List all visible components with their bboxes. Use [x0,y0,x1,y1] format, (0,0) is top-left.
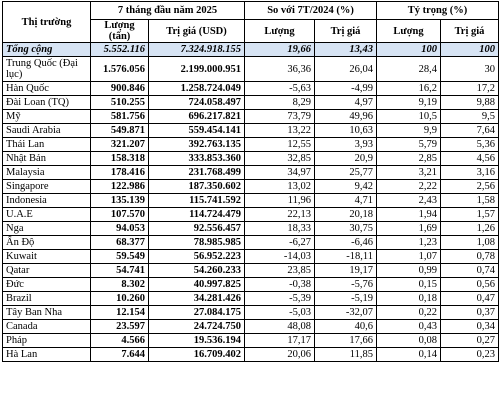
cell-vol: 12.154 [91,306,149,320]
cell-sv: 2,43 [377,194,441,208]
cell-sv: 1,69 [377,222,441,236]
cell-cv: 17,17 [245,334,315,348]
cell-val: 16.709.402 [149,348,245,362]
cell-name: Đài Loan (TQ) [3,96,91,110]
cell-name: Saudi Arabia [3,124,91,138]
cell-sval: 30 [441,57,499,82]
cell-cval: -5,19 [315,292,377,306]
table-row [3,334,499,348]
header-compare-volume: Lượng [245,20,315,43]
cell-name: Nga [3,222,91,236]
cell-cv: 19,66 [245,43,315,57]
cell-sv: 100 [377,43,441,57]
cell-vol: 581.756 [91,110,149,124]
cell-cv: -5,63 [245,82,315,96]
cell-sv: 0,14 [377,348,441,362]
table-row [3,236,499,250]
header-row-1 [3,2,499,20]
table-row [3,208,499,222]
cell-cv: 13,22 [245,124,315,138]
cell-cval: 49,96 [315,110,377,124]
cell-cval: 9,42 [315,180,377,194]
cell-sv: 0,22 [377,306,441,320]
cell-cv: -0,38 [245,278,315,292]
cell-vol: 122.986 [91,180,149,194]
table-body [3,43,499,362]
cell-name: Pháp [3,334,91,348]
cell-val: 115.741.592 [149,194,245,208]
cell-sv: 2,85 [377,152,441,166]
cell-name: Đức [3,278,91,292]
cell-cv: -5,03 [245,306,315,320]
cell-cv: 34,97 [245,166,315,180]
cell-cval: -5,76 [315,278,377,292]
cell-vol: 94.053 [91,222,149,236]
cell-cval: 25,77 [315,166,377,180]
cell-vol: 1.576.056 [91,57,149,82]
cell-sval: 5,36 [441,138,499,152]
table-row [3,194,499,208]
cell-vol: 321.207 [91,138,149,152]
cell-val: 114.724.479 [149,208,245,222]
cell-vol: 54.741 [91,264,149,278]
table-row [3,320,499,334]
cell-cval: -6,46 [315,236,377,250]
cell-vol: 10.260 [91,292,149,306]
cell-vol: 135.139 [91,194,149,208]
table-row [3,306,499,320]
cell-sv: 3,21 [377,166,441,180]
table-row [3,250,499,264]
cell-val: 1.258.724.049 [149,82,245,96]
cell-cv: 73,79 [245,110,315,124]
cell-sv: 16,2 [377,82,441,96]
header-share-value: Trị giá [441,20,499,43]
cell-cv: 32,85 [245,152,315,166]
cell-sval: 1,26 [441,222,499,236]
cell-vol: 8.302 [91,278,149,292]
cell-sv: 0,08 [377,334,441,348]
cell-cv: 20,06 [245,348,315,362]
cell-cval: 17,66 [315,334,377,348]
cell-vol: 510.255 [91,96,149,110]
cell-vol: 5.552.116 [91,43,149,57]
cell-sv: 0,43 [377,320,441,334]
table-row [3,264,499,278]
header-period: 7 tháng đầu năm 2025 [91,2,245,20]
cell-sval: 0,37 [441,306,499,320]
cell-vol: 68.377 [91,236,149,250]
cell-vol: 900.846 [91,82,149,96]
cell-cv: -14,03 [245,250,315,264]
cell-sval: 3,16 [441,166,499,180]
cell-cv: 23,85 [245,264,315,278]
cell-cval: 19,17 [315,264,377,278]
cell-vol: 59.549 [91,250,149,264]
cell-cv: 11,96 [245,194,315,208]
cell-name: Canada [3,320,91,334]
cell-cv: 13,02 [245,180,315,194]
header-volume: Lượng (tấn) [91,20,149,43]
cell-cval: 13,43 [315,43,377,57]
cell-sval: 100 [441,43,499,57]
table-row [3,110,499,124]
cell-name: Singapore [3,180,91,194]
table-row [3,278,499,292]
cell-sval: 1,57 [441,208,499,222]
cell-cval: 40,6 [315,320,377,334]
table-row [3,152,499,166]
table-row [3,96,499,110]
cell-cval: 11,85 [315,348,377,362]
cell-val: 2.199.000.951 [149,57,245,82]
header-market: Thị trường [3,2,91,43]
export-table [2,1,499,362]
cell-vol: 7.644 [91,348,149,362]
cell-cval: 3,93 [315,138,377,152]
cell-vol: 107.570 [91,208,149,222]
cell-cval: 30,75 [315,222,377,236]
cell-name: Tây Ban Nha [3,306,91,320]
cell-val: 7.324.918.155 [149,43,245,57]
header-compare-value: Trị giá [315,20,377,43]
table-row [3,43,499,57]
cell-cval: -4,99 [315,82,377,96]
cell-vol: 158.318 [91,152,149,166]
cell-cv: -5,39 [245,292,315,306]
cell-vol: 23.597 [91,320,149,334]
cell-sval: 9,5 [441,110,499,124]
cell-val: 696.217.821 [149,110,245,124]
cell-name: Trung Quốc (Đại lục) [3,57,91,82]
cell-cv: 48,08 [245,320,315,334]
cell-cv: 18,33 [245,222,315,236]
cell-sv: 10,5 [377,110,441,124]
table-row [3,57,499,82]
cell-sval: 17,2 [441,82,499,96]
cell-sv: 0,99 [377,264,441,278]
cell-val: 78.985.985 [149,236,245,250]
cell-name: Brazil [3,292,91,306]
cell-val: 24.724.750 [149,320,245,334]
cell-sval: 9,88 [441,96,499,110]
cell-sv: 9,19 [377,96,441,110]
cell-sv: 28,4 [377,57,441,82]
cell-name: Nhật Bản [3,152,91,166]
cell-val: 54.260.233 [149,264,245,278]
cell-sval: 1,58 [441,194,499,208]
cell-name: Kuwait [3,250,91,264]
cell-sval: 0,23 [441,348,499,362]
cell-val: 724.058.497 [149,96,245,110]
cell-val: 559.454.141 [149,124,245,138]
cell-sval: 0,74 [441,264,499,278]
cell-cval: 10,63 [315,124,377,138]
cell-sv: 1,07 [377,250,441,264]
cell-sval: 0,27 [441,334,499,348]
table-row [3,124,499,138]
cell-sval: 7,64 [441,124,499,138]
cell-cval: 4,97 [315,96,377,110]
cell-vol: 4.566 [91,334,149,348]
cell-cv: 12,55 [245,138,315,152]
cell-name: U.A.E [3,208,91,222]
cell-vol: 178.416 [91,166,149,180]
cell-val: 34.281.426 [149,292,245,306]
cell-sval: 1,08 [441,236,499,250]
cell-sv: 2,22 [377,180,441,194]
header-value: Trị giá (USD) [149,20,245,43]
cell-sval: 0,34 [441,320,499,334]
cell-val: 40.997.825 [149,278,245,292]
cell-val: 27.084.175 [149,306,245,320]
cell-sv: 1,23 [377,236,441,250]
cell-val: 56.952.223 [149,250,245,264]
table-row [3,222,499,236]
cell-cval: 26,04 [315,57,377,82]
cell-name: Malaysia [3,166,91,180]
cell-cval: 20,9 [315,152,377,166]
cell-sval: 0,56 [441,278,499,292]
table-row [3,166,499,180]
cell-cv: -6,27 [245,236,315,250]
cell-cval: 20,18 [315,208,377,222]
cell-sv: 0,18 [377,292,441,306]
cell-name: Ấn Độ [3,236,91,250]
cell-name: Mỹ [3,110,91,124]
cell-cv: 36,36 [245,57,315,82]
table-row [3,292,499,306]
cell-name: Thái Lan [3,138,91,152]
cell-cval: -18,11 [315,250,377,264]
header-share: Tỷ trọng (%) [377,2,499,20]
cell-sval: 0,78 [441,250,499,264]
cell-name: Tổng cộng [3,43,91,57]
cell-name: Hà Lan [3,348,91,362]
cell-cv: 22,13 [245,208,315,222]
cell-sval: 2,56 [441,180,499,194]
table-row [3,180,499,194]
cell-sv: 9,9 [377,124,441,138]
cell-sval: 0,47 [441,292,499,306]
table-row [3,348,499,362]
cell-val: 187.350.602 [149,180,245,194]
cell-cval: 4,71 [315,194,377,208]
cell-cval: -32,07 [315,306,377,320]
cell-sv: 5,79 [377,138,441,152]
cell-val: 92.556.457 [149,222,245,236]
cell-val: 231.768.499 [149,166,245,180]
table-row [3,138,499,152]
cell-val: 333.853.360 [149,152,245,166]
cell-name: Hàn Quốc [3,82,91,96]
cell-sv: 0,15 [377,278,441,292]
cell-name: Qatar [3,264,91,278]
table-row [3,82,499,96]
cell-sv: 1,94 [377,208,441,222]
cell-name: Indonesia [3,194,91,208]
cell-val: 392.763.135 [149,138,245,152]
header-compare: So với 7T/2024 (%) [245,2,377,20]
cell-sval: 4,56 [441,152,499,166]
cell-vol: 549.871 [91,124,149,138]
cell-val: 19.536.194 [149,334,245,348]
header-share-volume: Lượng [377,20,441,43]
cell-cv: 8,29 [245,96,315,110]
